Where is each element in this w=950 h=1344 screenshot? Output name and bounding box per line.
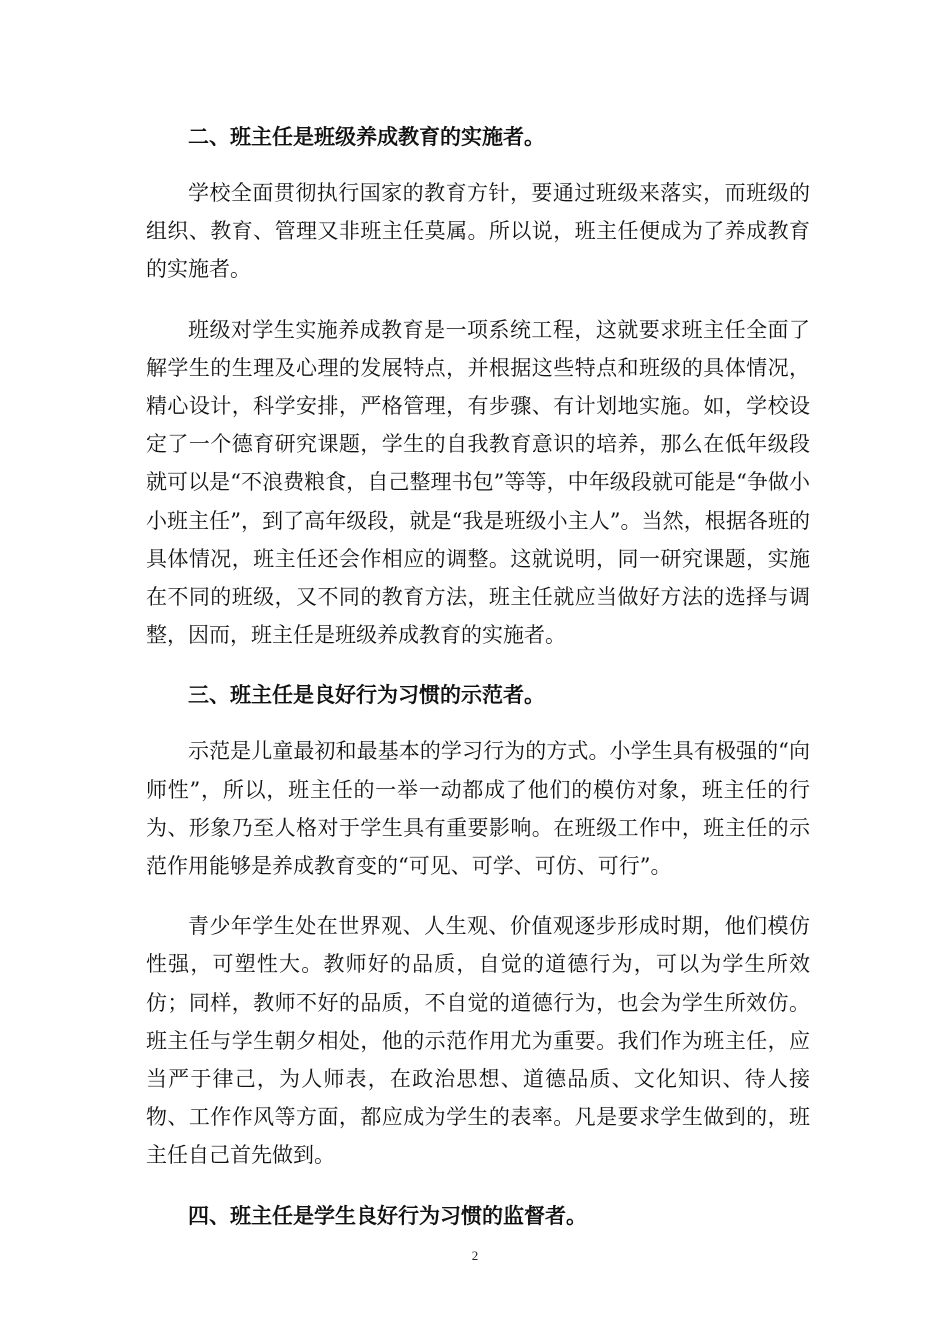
spacer (146, 714, 810, 732)
paragraph: 示范是儿童最初和最基本的学习行为的方式。小学生具有极强的“向师性”，所以，班主任的一举一动都成了他们的模仿对象，班主任的行为、形象乃至人格对于学生具有重要影响。在班级工作中，班主任的示范作用能够是养成教育变的“可见、可学、可仿、可行”。 (146, 739, 810, 879)
spacer (146, 1175, 810, 1197)
spacer (146, 289, 810, 311)
spacer (146, 885, 810, 907)
section-heading-2: 二、班主任是班级养成教育的实施者。 (188, 125, 545, 149)
spacer (146, 156, 810, 174)
paragraph: 学校全面贯彻执行国家的教育方针，要通过班级来落实，而班级的组织、教育、管理又非班主任莫属。所以说，班主任便成为了养成教育的实施者。 (146, 181, 810, 282)
section-heading-3: 三、班主任是良好行为习惯的示范者。 (188, 683, 545, 708)
section-heading-4: 四、班主任是学生良好行为习惯的监督者。 (188, 1203, 587, 1228)
paragraph: 青少年学生处在世界观、人生观、价值观逐步形成时期，他们模仿性强，可塑性大。教师好的品质，自觉的道德行为，可以为学生所效仿；同样，教师不好的品质，不自觉的道德行为，也会为学生所效仿。班主任与学生朝夕相处，他的示范作用尤为重要。我们作为班主任，应当严于律己，为人师表，在政治思想、道德品质、文化知识、待人接物、工作作风等方面，都应成为学生的表率。凡是要求学生做到的，班主任自己首先做到。 (146, 914, 810, 1168)
paragraph: 班级对学生实施养成教育是一项系统工程，这就要求班主任全面了解学生的生理及心理的发展特点，并根据这些特点和班级的具体情况，精心设计，科学安排，严格管理，有步骤、有计划地实施。如，学校设定了一个德育研究课题，学生的自我教育意识的培养，那么在低年级段就可以是“不浪费粮食，自己整理书包”等等，中年级段就可能是“争做小小班主任”，到了高年级段，就是“我是班级小主人”。当然，根据各班的具体情况，班主任还会作相应的调整。这就说明，同一研究课题，实施在不同的班级，又不同的教育方法，班主任就应当做好方法的选择与调整，因而，班主任是班级养成教育的实施者。 (146, 317, 810, 648)
document-body (146, 118, 810, 1235)
page-number: 2 (471, 1248, 479, 1263)
spacer (146, 654, 810, 676)
